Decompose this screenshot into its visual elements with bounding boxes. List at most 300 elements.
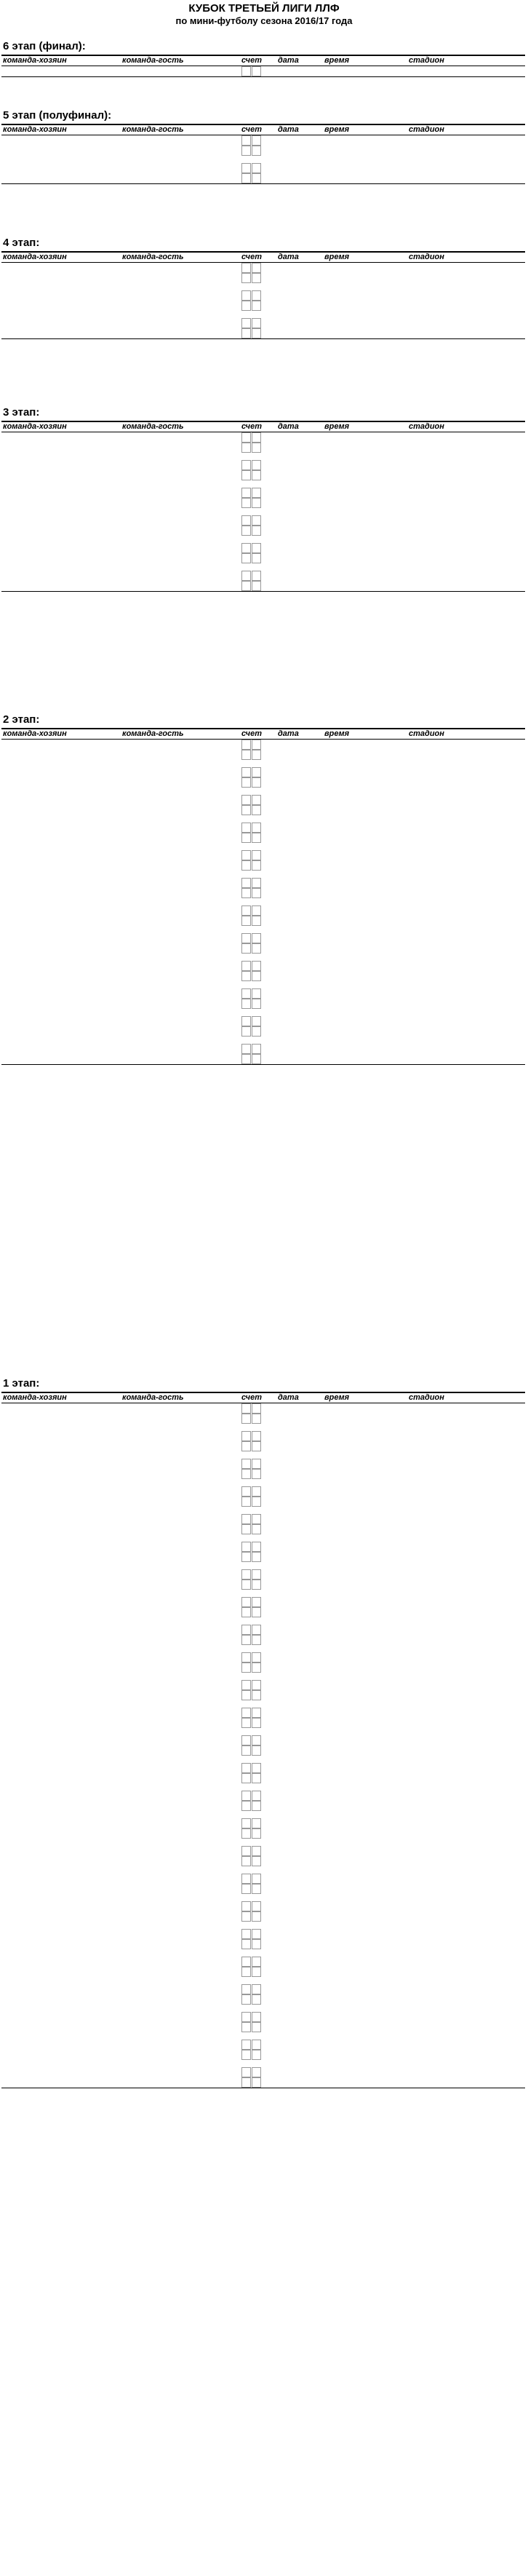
- home-score: [241, 526, 251, 536]
- home-score: [241, 1625, 251, 1635]
- match-row: [1, 1901, 525, 1911]
- match-venue: [365, 777, 525, 788]
- match-time: [324, 1431, 352, 1441]
- match-time: [324, 1652, 352, 1662]
- home-score: [241, 750, 251, 760]
- away-team: [122, 1690, 237, 1700]
- row-spacer: [1, 1977, 525, 1984]
- match-row: [1, 1911, 525, 1922]
- match-date: [278, 328, 316, 338]
- column-header-score: счет: [241, 422, 262, 431]
- match-venue: [365, 1431, 525, 1441]
- home-score: [241, 905, 251, 916]
- home-score: [241, 1044, 251, 1054]
- match-date: [278, 1569, 316, 1580]
- home-team: [3, 1524, 119, 1534]
- match-venue: [365, 933, 525, 943]
- match-date: [278, 318, 316, 328]
- away-score: [252, 1054, 261, 1064]
- match-date: [278, 1801, 316, 1811]
- home-score: [241, 1680, 251, 1690]
- away-team: [122, 1054, 237, 1064]
- row-spacer: [1, 2005, 525, 2012]
- match-time: [324, 850, 352, 860]
- row-spacer: [1, 480, 525, 488]
- match-venue: [365, 1801, 525, 1811]
- match-venue: [365, 1690, 525, 1700]
- home-team: [3, 498, 119, 508]
- match-row: [1, 571, 525, 581]
- match-venue: [365, 1884, 525, 1894]
- away-team: [122, 1994, 237, 2005]
- match-venue: [365, 1497, 525, 1507]
- home-team: [3, 1994, 119, 2005]
- match-row: [1, 1939, 525, 1949]
- match-row: [1, 1984, 525, 1994]
- match-venue: [365, 1735, 525, 1745]
- match-time: [324, 1662, 352, 1673]
- home-score: [241, 1016, 251, 1026]
- match-time: [324, 515, 352, 526]
- match-venue: [365, 971, 525, 981]
- row-spacer: [1, 1562, 525, 1569]
- column-header-date: дата: [278, 125, 299, 134]
- column-header-venue: стадион: [409, 422, 444, 431]
- home-score: [241, 1514, 251, 1524]
- away-score: [252, 498, 261, 508]
- match-time: [324, 1901, 352, 1911]
- away-team: [122, 1901, 237, 1911]
- match-venue: [365, 1994, 525, 2005]
- document-title: КУБОК ТРЕТЬЕЙ ЛИГИ ЛЛФ: [188, 2, 340, 15]
- match-time: [324, 740, 352, 750]
- column-header-away: команда-гость: [122, 422, 184, 431]
- home-score: [241, 1874, 251, 1884]
- row-spacer: [1, 1590, 525, 1597]
- column-header-away: команда-гость: [122, 125, 184, 134]
- away-team: [122, 1431, 237, 1441]
- match-date: [278, 1441, 316, 1451]
- home-team: [3, 888, 119, 898]
- home-score: [241, 498, 251, 508]
- match-time: [324, 971, 352, 981]
- home-team: [3, 943, 119, 954]
- match-date: [278, 498, 316, 508]
- away-team: [122, 1763, 237, 1773]
- match-row: [1, 1929, 525, 1939]
- match-time: [324, 1469, 352, 1479]
- home-team: [3, 1607, 119, 1617]
- column-header-score: счет: [241, 253, 262, 261]
- match-venue: [365, 135, 525, 146]
- home-score: [241, 1994, 251, 2005]
- home-team: [3, 263, 119, 273]
- match-date: [278, 1635, 316, 1645]
- row-spacer: [1, 1811, 525, 1818]
- match-date: [278, 1874, 316, 1884]
- match-venue: [365, 1939, 525, 1949]
- row-spacer: [1, 1424, 525, 1431]
- away-score: [252, 1569, 261, 1580]
- away-team: [122, 515, 237, 526]
- column-header-venue: стадион: [409, 253, 444, 261]
- away-team: [122, 470, 237, 480]
- match-date: [278, 2022, 316, 2032]
- away-score: [252, 750, 261, 760]
- away-score: [252, 1690, 261, 1700]
- home-team: [3, 878, 119, 888]
- away-score: [252, 2022, 261, 2032]
- home-score: [241, 1597, 251, 1607]
- match-row: [1, 1542, 525, 1552]
- match-row: [1, 526, 525, 536]
- away-score: [252, 135, 261, 146]
- match-row: [1, 318, 525, 328]
- match-time: [324, 1569, 352, 1580]
- home-score: [241, 470, 251, 480]
- stage-title: 5 этап (полуфинал):: [3, 109, 112, 122]
- home-team: [3, 1431, 119, 1441]
- away-score: [252, 1403, 261, 1414]
- away-score: [252, 2067, 261, 2077]
- home-team: [3, 432, 119, 443]
- home-score: [241, 1735, 251, 1745]
- match-time: [324, 1690, 352, 1700]
- column-header-home: команда-хозяин: [3, 729, 67, 738]
- home-team: [3, 860, 119, 871]
- match-row: [1, 2067, 525, 2077]
- home-team: [3, 1791, 119, 1801]
- match-row: [1, 961, 525, 971]
- match-row: [1, 290, 525, 301]
- away-score: [252, 526, 261, 536]
- stage-section: [1, 406, 525, 592]
- away-score: [252, 1763, 261, 1773]
- match-date: [278, 543, 316, 553]
- away-score: [252, 1773, 261, 1783]
- home-score: [241, 1459, 251, 1469]
- match-date: [278, 1911, 316, 1922]
- away-team: [122, 916, 237, 926]
- home-team: [3, 488, 119, 498]
- home-team: [3, 1680, 119, 1690]
- match-venue: [365, 470, 525, 480]
- home-score: [241, 888, 251, 898]
- away-score: [252, 1884, 261, 1894]
- match-date: [278, 833, 316, 843]
- match-venue: [365, 860, 525, 871]
- away-score: [252, 1828, 261, 1839]
- match-time: [324, 526, 352, 536]
- home-score: [241, 1414, 251, 1424]
- home-score: [241, 1542, 251, 1552]
- away-score: [252, 470, 261, 480]
- row-spacer: [1, 981, 525, 988]
- match-time: [324, 460, 352, 470]
- away-team: [122, 740, 237, 750]
- match-time: [324, 943, 352, 954]
- match-venue: [365, 553, 525, 563]
- home-score: [241, 173, 251, 183]
- row-spacer: [1, 871, 525, 878]
- home-team: [3, 1773, 119, 1783]
- away-team: [122, 1939, 237, 1949]
- match-date: [278, 1552, 316, 1562]
- home-score: [241, 460, 251, 470]
- match-row: [1, 515, 525, 526]
- away-score: [252, 1552, 261, 1562]
- home-score: [241, 1967, 251, 1977]
- match-row: [1, 460, 525, 470]
- home-score: [241, 850, 251, 860]
- match-venue: [365, 432, 525, 443]
- home-score: [241, 1690, 251, 1700]
- home-score: [241, 263, 251, 273]
- home-team: [3, 1542, 119, 1552]
- home-score: [241, 1801, 251, 1811]
- home-team: [3, 850, 119, 860]
- match-venue: [365, 1662, 525, 1673]
- away-score: [252, 1431, 261, 1441]
- column-header-away: команда-гость: [122, 253, 184, 261]
- match-row: [1, 173, 525, 183]
- home-team: [3, 1929, 119, 1939]
- match-date: [278, 1967, 316, 1977]
- home-team: [3, 1911, 119, 1922]
- home-team: [3, 1967, 119, 1977]
- match-time: [324, 66, 352, 76]
- away-team: [122, 1597, 237, 1607]
- away-score: [252, 571, 261, 581]
- match-venue: [365, 1745, 525, 1756]
- match-date: [278, 1514, 316, 1524]
- home-score: [241, 1828, 251, 1839]
- match-time: [324, 1026, 352, 1037]
- match-venue: [365, 1542, 525, 1552]
- home-team: [3, 795, 119, 805]
- match-venue: [365, 1856, 525, 1866]
- match-date: [278, 750, 316, 760]
- match-venue: [365, 1828, 525, 1839]
- match-time: [324, 1542, 352, 1552]
- away-team: [122, 301, 237, 311]
- match-venue: [365, 805, 525, 815]
- away-team: [122, 328, 237, 338]
- away-team: [122, 1773, 237, 1783]
- match-venue: [365, 1625, 525, 1635]
- match-time: [324, 2050, 352, 2060]
- match-row: [1, 971, 525, 981]
- match-row: [1, 1414, 525, 1424]
- match-venue: [365, 1911, 525, 1922]
- away-team: [122, 498, 237, 508]
- home-score: [241, 1469, 251, 1479]
- away-team: [122, 1708, 237, 1718]
- match-time: [324, 905, 352, 916]
- match-venue: [365, 1929, 525, 1939]
- match-venue: [365, 1791, 525, 1801]
- home-team: [3, 1901, 119, 1911]
- match-time: [324, 1680, 352, 1690]
- section-bottom-rule: [1, 183, 525, 184]
- home-score: [241, 515, 251, 526]
- match-time: [324, 860, 352, 871]
- row-spacer: [1, 1756, 525, 1763]
- home-team: [3, 1856, 119, 1866]
- home-team: [3, 2077, 119, 2088]
- away-score: [252, 2050, 261, 2060]
- match-date: [278, 1497, 316, 1507]
- home-team: [3, 1469, 119, 1479]
- away-score: [252, 833, 261, 843]
- match-date: [278, 263, 316, 273]
- away-score: [252, 740, 261, 750]
- match-time: [324, 432, 352, 443]
- home-team: [3, 1441, 119, 1451]
- match-row: [1, 777, 525, 788]
- home-team: [3, 1403, 119, 1414]
- away-score: [252, 1957, 261, 1967]
- match-date: [278, 1884, 316, 1894]
- away-score: [252, 933, 261, 943]
- match-row: [1, 1597, 525, 1607]
- away-team: [122, 1652, 237, 1662]
- match-date: [278, 1818, 316, 1828]
- away-team: [122, 432, 237, 443]
- away-score: [252, 163, 261, 173]
- match-time: [324, 878, 352, 888]
- column-header-time: время: [324, 729, 350, 738]
- away-score: [252, 515, 261, 526]
- row-spacer: [1, 2032, 525, 2040]
- match-time: [324, 2040, 352, 2050]
- home-team: [3, 2022, 119, 2032]
- home-score: [241, 301, 251, 311]
- home-score: [241, 432, 251, 443]
- match-time: [324, 2012, 352, 2022]
- table-header: [1, 421, 525, 432]
- match-time: [324, 163, 352, 173]
- away-score: [252, 1929, 261, 1939]
- home-score: [241, 1652, 251, 1662]
- away-team: [122, 173, 237, 183]
- match-venue: [365, 916, 525, 926]
- away-score: [252, 1044, 261, 1054]
- away-team: [122, 553, 237, 563]
- home-team: [3, 66, 119, 76]
- match-date: [278, 961, 316, 971]
- match-date: [278, 850, 316, 860]
- match-venue: [365, 1441, 525, 1451]
- away-score: [252, 1911, 261, 1922]
- match-date: [278, 1016, 316, 1026]
- match-date: [278, 1524, 316, 1534]
- match-date: [278, 1625, 316, 1635]
- away-team: [122, 805, 237, 815]
- home-team: [3, 740, 119, 750]
- column-header-score: счет: [241, 1393, 262, 1402]
- home-team: [3, 823, 119, 833]
- home-score: [241, 1763, 251, 1773]
- column-header-away: команда-гость: [122, 1393, 184, 1402]
- away-score: [252, 460, 261, 470]
- home-team: [3, 543, 119, 553]
- match-date: [278, 933, 316, 943]
- stage-section: [1, 1377, 525, 2088]
- away-score: [252, 263, 261, 273]
- home-team: [3, 1662, 119, 1673]
- match-row: [1, 2040, 525, 2050]
- home-score: [241, 2040, 251, 2050]
- home-team: [3, 2012, 119, 2022]
- away-team: [122, 290, 237, 301]
- match-venue: [365, 740, 525, 750]
- match-date: [278, 1745, 316, 1756]
- home-score: [241, 1818, 251, 1828]
- match-venue: [365, 1016, 525, 1026]
- away-score: [252, 905, 261, 916]
- match-date: [278, 2050, 316, 2060]
- match-row: [1, 301, 525, 311]
- away-team: [122, 988, 237, 999]
- home-team: [3, 1745, 119, 1756]
- match-time: [324, 443, 352, 453]
- home-score: [241, 1635, 251, 1645]
- home-team: [3, 1026, 119, 1037]
- away-score: [252, 1745, 261, 1756]
- away-score: [252, 432, 261, 443]
- home-team: [3, 470, 119, 480]
- table-header: [1, 728, 525, 740]
- match-venue: [365, 498, 525, 508]
- away-score: [252, 916, 261, 926]
- home-score: [241, 328, 251, 338]
- match-date: [278, 163, 316, 173]
- row-spacer: [1, 1009, 525, 1016]
- match-venue: [365, 290, 525, 301]
- home-team: [3, 1580, 119, 1590]
- home-team: [3, 581, 119, 591]
- away-score: [252, 988, 261, 999]
- away-score: [252, 1542, 261, 1552]
- match-date: [278, 488, 316, 498]
- away-score: [252, 1801, 261, 1811]
- match-time: [324, 1635, 352, 1645]
- match-row: [1, 1026, 525, 1037]
- home-score: [241, 1441, 251, 1451]
- match-venue: [365, 905, 525, 916]
- match-time: [324, 1708, 352, 1718]
- match-row: [1, 1957, 525, 1967]
- home-score: [241, 1026, 251, 1037]
- match-row: [1, 1662, 525, 1673]
- row-spacer: [1, 1783, 525, 1791]
- away-team: [122, 66, 237, 76]
- away-score: [252, 805, 261, 815]
- away-score: [252, 2040, 261, 2050]
- document-subtitle: по мини-футболу сезона 2016/17 года: [175, 15, 353, 26]
- column-header-time: время: [324, 422, 350, 431]
- column-header-time: время: [324, 125, 350, 134]
- away-team: [122, 1441, 237, 1451]
- match-venue: [365, 1818, 525, 1828]
- match-venue: [365, 2012, 525, 2022]
- match-row: [1, 1994, 525, 2005]
- away-team: [122, 1967, 237, 1977]
- home-team: [3, 163, 119, 173]
- match-venue: [365, 1874, 525, 1884]
- home-score: [241, 1856, 251, 1866]
